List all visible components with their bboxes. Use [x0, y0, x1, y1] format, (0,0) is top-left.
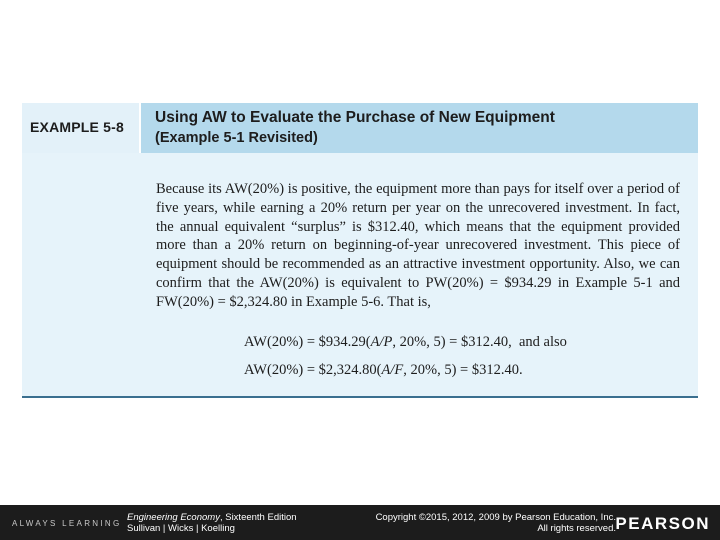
equation-1-rhs: , 20%, 5) = $312.40,: [392, 334, 512, 350]
footer-book-info: [127, 512, 297, 534]
equation-2: [244, 362, 523, 379]
example-label: EXAMPLE 5-8: [30, 119, 124, 135]
example-title-cell: [141, 103, 698, 153]
example-label-cell: [22, 103, 141, 153]
example-body-text: Because its AW(20%) is positive, the equipment more than pays for itself over a period of five years, while earning a 20% return per year on the unrecovered investment. In fact, the annual equivalent “surplus” is $312.40, which means that the equipment provided more than a 20% return on beginning-of-year unrecovered investment. This piece of equipment should be recommended as an attractive investment opportunity. Also, we can confirm that the AW(20%) is equivalent to PW(20%) = $934.29 in Example 5-1 and FW(20%) = $2,324.80 in Example 5-6. That is,: [156, 181, 680, 310]
equation-1-tail: and also: [518, 334, 567, 350]
example-subtitle: (Example 5-1 Revisited): [155, 130, 318, 146]
footer-copyright-block: [376, 512, 616, 534]
equation-1-factor: A/P: [370, 334, 393, 350]
footer-authors: Sullivan | Wicks | Koelling: [127, 523, 235, 534]
footer-book-title: Engineering Economy: [127, 512, 220, 523]
equation-2-rhs: , 20%, 5) = $312.40.: [403, 362, 523, 378]
footer-bar: [0, 505, 720, 540]
pearson-logo: PEARSON: [615, 514, 710, 533]
footer-book-edition: , Sixteenth Edition: [219, 512, 297, 523]
footer-rights: All rights reserved.: [537, 523, 616, 534]
equation-2-lhs: AW(20%) = $2,324.80(: [244, 362, 382, 378]
example-title: Using AW to Evaluate the Purchase of New Equipment: [155, 109, 555, 126]
footer-brand: ALWAYS LEARNING: [12, 519, 122, 528]
example-header: [22, 103, 698, 153]
footer-copyright: Copyright ©2015, 2012, 2009 by Pearson Education, Inc.: [375, 512, 616, 523]
equation-1-lhs: AW(20%) = $934.29(: [244, 334, 371, 350]
equation-1: [244, 334, 567, 351]
equation-2-factor: A/F: [381, 362, 404, 378]
example-box: [22, 103, 698, 398]
